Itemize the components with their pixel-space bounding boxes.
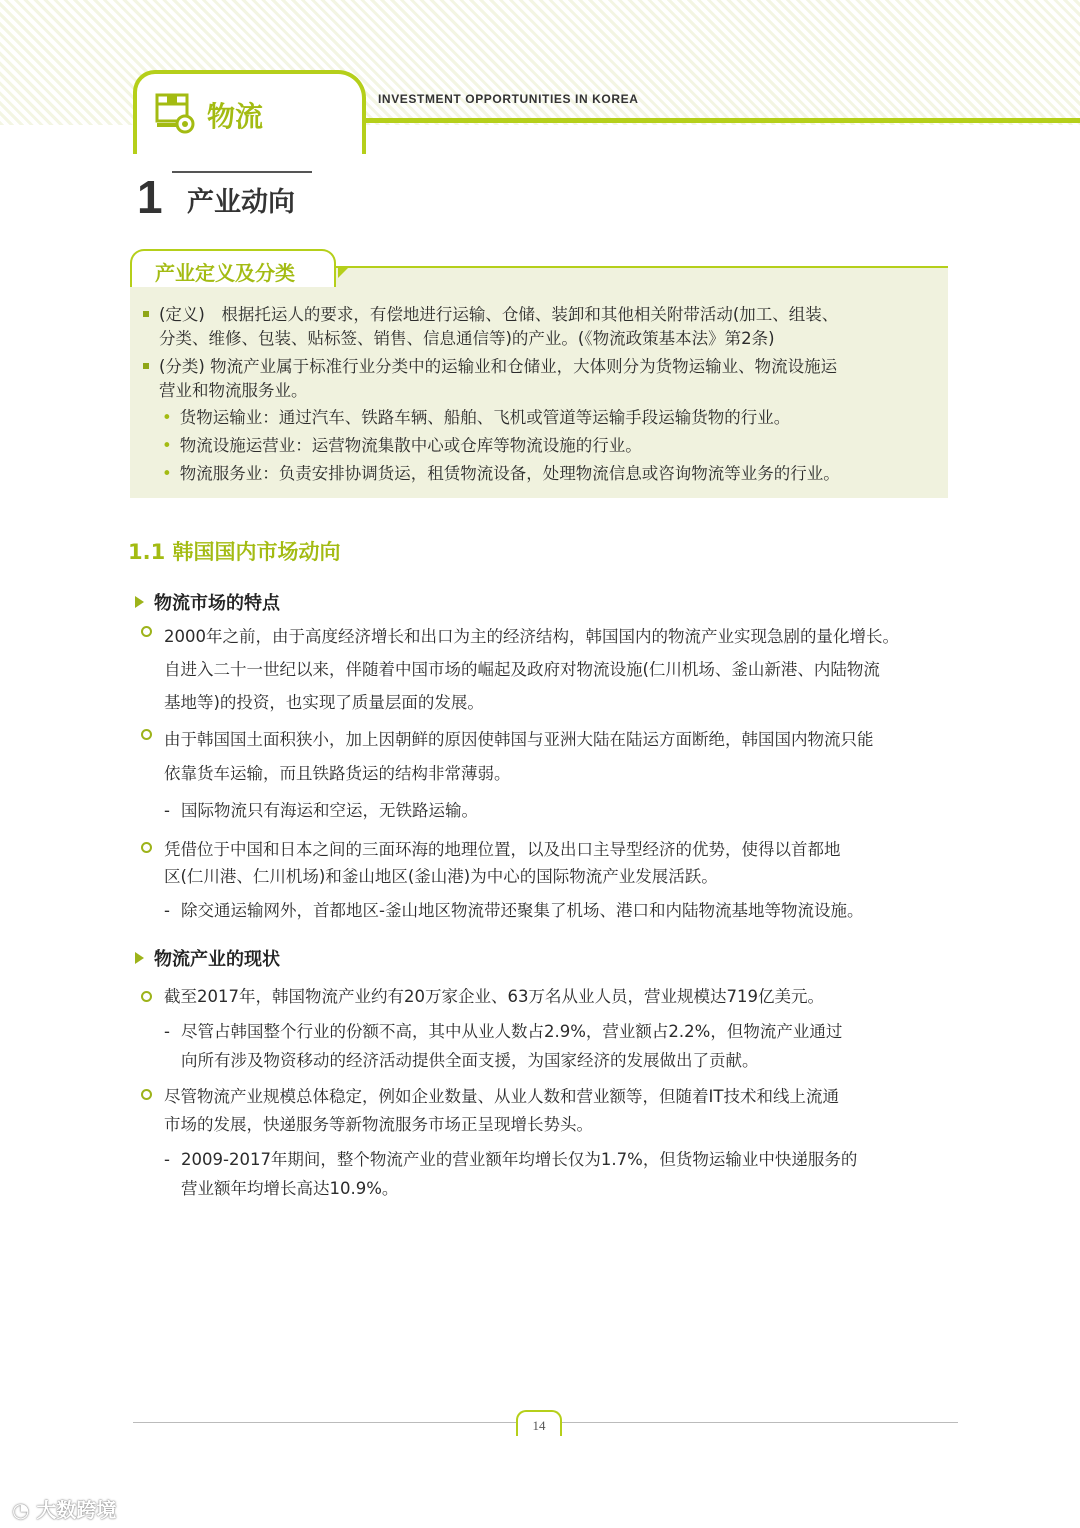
- header-caption: INVESTMENT OPPORTUNITIES IN KOREA: [378, 92, 639, 106]
- definition-subitem: • 货物运输业：通过汽车、铁路车辆、船舶、飞机或管道等运输手段运输货物的行业。: [162, 408, 791, 427]
- ring-bullet-icon: [141, 729, 152, 740]
- dash-item: - 国际物流只有海运和空运，无铁路运输。: [164, 801, 478, 820]
- header-rule: [362, 118, 1080, 123]
- chapter-title: 物流: [207, 100, 264, 133]
- dash-item: - 2009-2017年期间，整个物流产业的营业额年均增长仅为1.7%，但货物运输业中快递服务的 营业额年均增长高达10.9%。: [164, 1150, 858, 1198]
- logo-icon: ◔: [12, 1498, 30, 1522]
- square-bullet-icon: [143, 363, 149, 369]
- definition-subitem: • 物流设施运营业：运营物流集散中心或仓库等物流设施的行业。: [162, 436, 642, 455]
- topic-heading: 物流产业的现状: [135, 945, 280, 971]
- watermark: ◔ 大数跨境: [12, 1498, 117, 1522]
- definition-subitem: • 物流服务业：负责安排协调货运，租赁物流设备，处理物流信息或咨询物流等业务的行业。: [162, 464, 840, 483]
- ring-bullet-icon: [141, 842, 152, 853]
- section-number: 1: [137, 171, 163, 223]
- paragraph-bullet: 2000年之前，由于高度经济增长和出口为主的经济结构，韩国国内的物流产业实现急剧的量化增长。 自进入二十一世纪以来，伴随着中国市场的崛起及政府对物流设施(仁川机场、釜山新港、内陆物流 基地等)的投资，也实现了质量层面的发展。: [164, 620, 954, 719]
- definition-title: 产业定义及分类: [155, 261, 295, 285]
- box-truck-icon: [154, 92, 198, 140]
- ring-bullet-icon: [141, 1089, 152, 1100]
- paragraph-bullet: 由于韩国国土面积狭小，加上因朝鲜的原因使韩国与亚洲大陆在陆运方面断绝，韩国国内物流只能 依靠货车运输，而且铁路货运的结构非常薄弱。: [164, 723, 954, 791]
- subsection-title: 1.1 韩国国内市场动向: [128, 540, 341, 564]
- triangle-bullet-icon: [135, 952, 144, 964]
- dash-item: - 尽管占韩国整个行业的份额不高，其中从业人数占2.9%，营业额占2.2%，但物流产业通过 向所有涉及物资移动的经济活动提供全面支援，为国家经济的发展做出了贡献。: [164, 1022, 843, 1070]
- ring-bullet-icon: [141, 991, 152, 1002]
- topic-heading: 物流市场的特点: [135, 589, 280, 615]
- definition-item: (定义) 根据托运人的要求，有偿地进行运输、仓储、装卸和其他相关附带活动(加工、组装、 分类、维修、包装、贴标签、销售、信息通信等)的产业。(《物流政策基本法》第2条): [143, 303, 838, 351]
- triangle-bullet-icon: [135, 596, 144, 608]
- square-bullet-icon: [143, 311, 149, 317]
- page-number: 14: [532, 1418, 546, 1433]
- definition-tab-rule: [336, 266, 948, 268]
- paragraph-bullet: 截至2017年，韩国物流产业约有20万家企业、63万名从业人员，营业规模达719亿美元。: [164, 985, 954, 1009]
- paragraph-bullet: 尽管物流产业规模总体稳定，例如企业数量、从业人数和营业额等，但随着IT技术和线上流通 市场的发展，快递服务等新物流服务市场正呈现增长势头。: [164, 1083, 954, 1139]
- section-rule: [172, 171, 312, 173]
- paragraph-bullet: 凭借位于中国和日本之间的三面环海的地理位置，以及出口主导型经济的优势，使得以首都地 区(仁川港、仁川机场)和釜山地区(釜山港)为中心的国际物流产业发展活跃。: [164, 836, 954, 890]
- definition-item: (分类) 物流产业属于标准行业分类中的运输业和仓储业，大体则分为货物运输业、物流设施运 营业和物流服务业。: [143, 355, 837, 403]
- dash-item: - 除交通运输网外，首都地区-釜山地区物流带还聚集了机场、港口和内陆物流基地等物流设施。: [164, 901, 864, 920]
- ring-bullet-icon: [141, 626, 152, 637]
- definition-tab-arrow-icon: [338, 266, 350, 278]
- section-title: 产业动向: [187, 187, 295, 218]
